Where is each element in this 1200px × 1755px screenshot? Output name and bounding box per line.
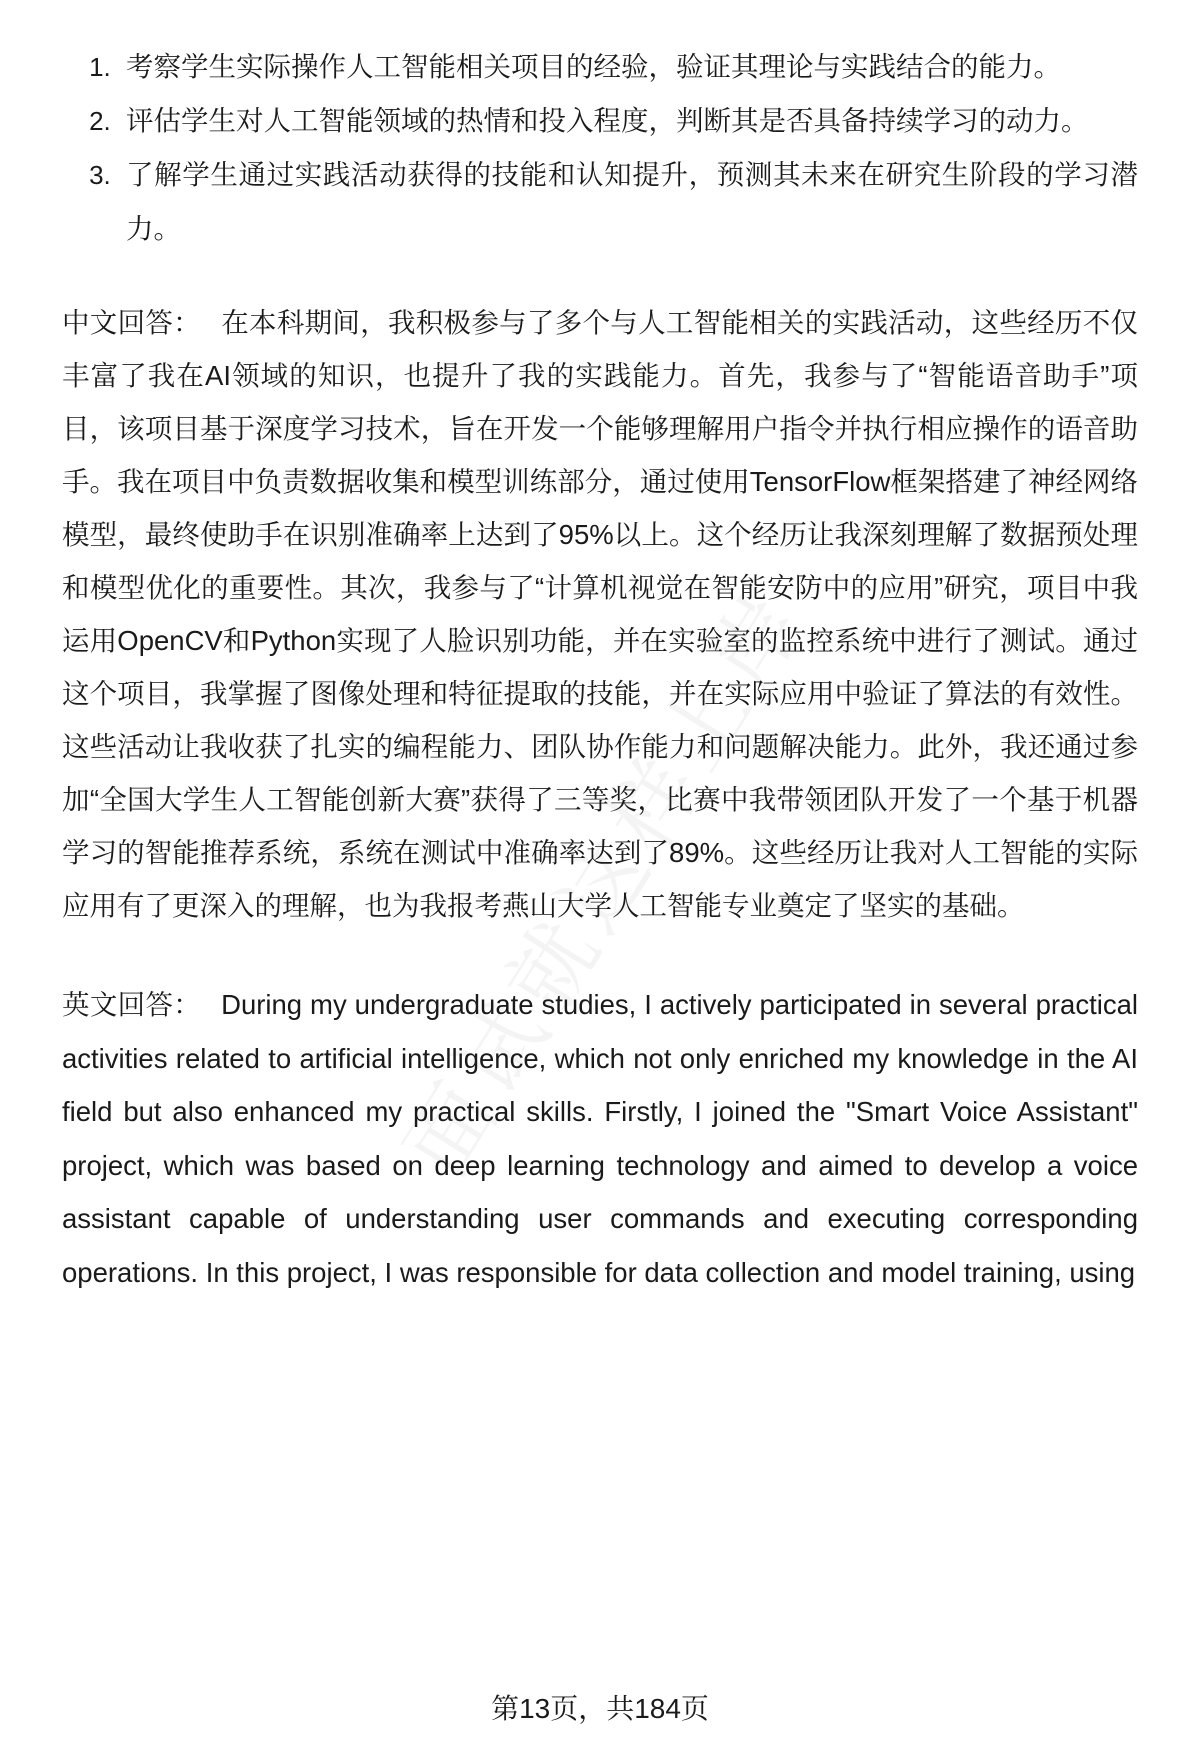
- chinese-answer-paragraph: [62, 296, 1138, 932]
- page-footer: 第13页，共184页: [491, 1693, 709, 1724]
- list-item: 3. 了解学生通过实践活动获得的技能和认知提升，预测其未来在研究生阶段的学习潜力。: [118, 148, 1138, 256]
- chinese-answer-text: 在本科期间，我积极参与了多个与人工智能相关的实践活动，这些经历不仅丰富了我在AI领域的知识，也提升了我的实践能力。首先，我参与了“智能语音助手”项目，该项目基于深度学习技术，旨在开发一个能够理解用户指令并执行相应操作的语音助手。我在项目中负责数据收集和模型训练部分，通过使用TensorFlow框架搭建了神经网络模型，最终使助手在识别准确率上达到了95%以上。这个经历让我深刻理解了数据预处理和模型优化的重要性。其次，我参与了“计算机视觉在智能安防中的应用”研究，项目中我运用OpenCV和Python实现了人脸识别功能，并在实验室的监控系统中进行了测试。通过这个项目，我掌握了图像处理和特征提取的技能，并在实际应用中验证了算法的有效性。这些活动让我收获了扎实的编程能力、团队协作能力和问题解决能力。此外，我还通过参加“全国大学生人工智能创新大赛”获得了三等奖，比赛中我带领团队开发了一个基于机器学习的智能推荐系统，系统在测试中准确率达到了89%。这些经历让我对人工智能的实际应用有了更深入的理解，也为我报考燕山大学人工智能专业奠定了坚实的基础。: [62, 307, 1139, 921]
- english-answer-text: During my undergraduate studies, I actively participated in several practical activities related to artificial intelligence, which not only enriched my knowledge in the AI field but also enhanced my practical skills. Firstly, I joined the "Smart Voice Assistant" project, which was based on deep learning technology and aimed to develop a voice assistant capable of understanding user commands and executing corresponding operations. In this project, I was responsible for data collection and model training, using: [62, 989, 1139, 1288]
- document-content: [62, 40, 1138, 1299]
- english-answer-label: 英文回答：: [62, 989, 202, 1020]
- list-item: 2. 评估学生对人工智能领域的热情和投入程度，判断其是否具备持续学习的动力。: [118, 94, 1138, 148]
- chinese-answer-label: 中文回答：: [62, 307, 201, 338]
- numbered-list: [62, 40, 1138, 256]
- english-answer-paragraph: [62, 978, 1138, 1299]
- list-item: 1. 考察学生实际操作人工智能相关项目的经验，验证其理论与实践结合的能力。: [118, 40, 1138, 94]
